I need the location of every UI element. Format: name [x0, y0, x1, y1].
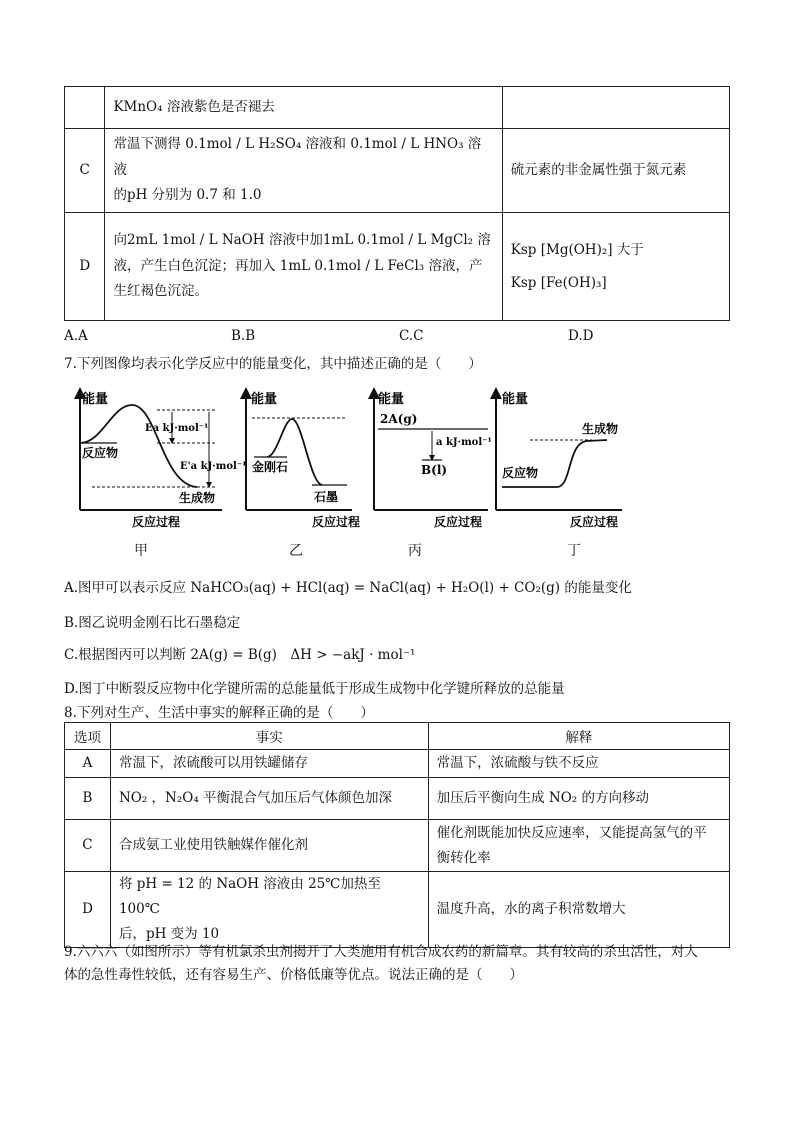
- activation-energy-label: Ea kJ·mol⁻¹: [145, 423, 209, 434]
- q7-option-d: D.图丁中断裂反应物中化学键所需的总能量低于形成生成物中化学键所释放的总能量: [64, 681, 565, 697]
- column-header: 事实: [110, 723, 428, 750]
- reactant-label: 反应物: [82, 446, 119, 460]
- row-label: A: [65, 750, 111, 778]
- fact-line: 液，产生白色沉淀；再加入 1mL 0.1mol / L FeCl₃ 溶液，产: [113, 257, 483, 274]
- figure-bing: [374, 391, 492, 529]
- product-label: 石墨: [314, 490, 339, 504]
- option-c: C.C: [399, 328, 424, 344]
- table-row: [65, 778, 730, 820]
- fact-cell: [110, 872, 428, 948]
- reactant-label: 金刚石: [252, 460, 289, 474]
- fact-line: 的pH 分别为 0.7 和 1.0: [113, 187, 262, 204]
- product-label: B(l): [421, 463, 448, 477]
- product-label: 生成物: [179, 491, 216, 505]
- option-b: B.B: [231, 328, 256, 344]
- y-axis-label: 能量: [251, 392, 278, 407]
- explain-cell: 加压后平衡向生成 NO₂ 的方向移动: [428, 778, 729, 820]
- row-label: B: [65, 778, 111, 820]
- row-label: D: [65, 213, 105, 321]
- figure-caption-bing: 丙: [408, 543, 422, 559]
- fact-cell: KMnO₄ 溶液紫色是否褪去: [105, 87, 502, 129]
- column-header: 选项: [65, 723, 111, 750]
- fact-cell: [105, 213, 502, 321]
- column-header: 解释: [428, 723, 729, 750]
- fact-line: 后，pH 变为 10: [118, 925, 220, 942]
- fact-cell: [105, 129, 502, 213]
- table-row: [65, 87, 730, 129]
- table-row: [65, 213, 730, 321]
- enthalpy-label: a kJ·mol⁻¹: [436, 437, 492, 448]
- fact-line: 生红褐色沉淀。: [113, 283, 208, 300]
- explain-cell: [502, 87, 729, 129]
- fact-line: 将 pH = 12 的 NaOH 溶液由 25℃加热至 100℃: [118, 876, 381, 917]
- q7-option-b: B.图乙说明金刚石比石墨稳定: [64, 615, 241, 631]
- fact-cell: 常温下，浓硫酸可以用铁罐储存: [110, 750, 428, 778]
- x-axis-label: 反应过程: [434, 515, 483, 529]
- explain-cell: [428, 820, 729, 872]
- fact-cell: NO₂ ，N₂O₄ 平衡混合气加压后气体颜色加深: [110, 778, 428, 820]
- q6-table: [64, 86, 730, 321]
- x-axis-label: 反应过程: [132, 515, 181, 529]
- y-axis-label: 能量: [82, 392, 109, 407]
- explain-cell: 常温下，浓硫酸与铁不反应: [428, 750, 729, 778]
- figure-yi: [246, 391, 360, 529]
- energy-diagrams: [62, 385, 632, 530]
- fact-line: 向2mL 1mol / L NaOH 溶液中加1mL 0.1mol / L MgCl₂ 溶: [113, 232, 491, 249]
- option-a: A.A: [64, 328, 88, 344]
- x-axis-label: 反应过程: [312, 515, 361, 529]
- table-row: [65, 129, 730, 213]
- explain-cell: 硫元素的非金属性强于氮元素: [502, 129, 729, 213]
- q9-line-1: 9.六六六（如图所示）等有机氯杀虫剂揭开了人类施用有机合成农药的新篇章。其有较高的杀虫活性，对人: [64, 944, 698, 960]
- explain-cell: 温度升高，水的离子积常数增大: [428, 872, 729, 948]
- q7-option-a: A.图甲可以表示反应 NaHCO₃(aq) + HCl(aq) = NaCl(aq) + H₂O(l) + CO₂(g) 的能量变化: [64, 580, 632, 596]
- reactant-label: 2A(g): [380, 412, 418, 426]
- explain-line: 催化剂既能加快反应速率，又能提高氢气的平: [436, 824, 707, 841]
- figure-caption-yi: 乙: [289, 543, 303, 559]
- figure-caption-jia: 甲: [134, 543, 148, 559]
- fact-cell: 合成氨工业使用铁触媒作催化剂: [110, 820, 428, 872]
- q8-table: [64, 722, 730, 948]
- explain-cell: [502, 213, 729, 321]
- row-label: C: [65, 129, 105, 213]
- table-header-row: [65, 723, 730, 750]
- row-label: [65, 87, 105, 129]
- reverse-activation-label: E'a kJ·mol⁻¹: [180, 461, 247, 472]
- table-row: [65, 820, 730, 872]
- row-label: D: [65, 872, 111, 948]
- product-label: 生成物: [582, 422, 619, 436]
- q7-stem: 7.下列图像均表示化学反应中的能量变化，其中描述正确的是（ ）: [64, 356, 482, 372]
- table-row: [65, 872, 730, 948]
- figure-ding: [496, 391, 622, 529]
- fact-line: 常温下测得 0.1mol / L H₂SO₄ 溶液和 0.1mol / L HNO₃ 溶液: [113, 136, 482, 178]
- x-axis-label: 反应过程: [570, 515, 619, 529]
- figure-jia: [80, 391, 247, 510]
- reactant-label: 反应物: [502, 466, 539, 480]
- explain-line: 衡转化率: [436, 849, 491, 866]
- option-d: D.D: [568, 328, 594, 344]
- explain-line: Ksp [Mg(OH)₂] 大于: [510, 242, 644, 259]
- table-row: [65, 750, 730, 778]
- figure-caption-ding: 丁: [567, 543, 581, 559]
- q9-line-2: 体的急性毒性较低，还有容易生产、价格低廉等优点。说法正确的是（ ）: [64, 967, 523, 983]
- explain-line: Ksp [Fe(OH)₃]: [510, 274, 607, 291]
- row-label: C: [65, 820, 111, 872]
- y-axis-label: 能量: [502, 392, 529, 407]
- q7-option-c: C.根据图丙可以判断 2A(g) = B(g) ΔH > −akJ · mol⁻¹: [64, 647, 416, 663]
- y-axis-label: 能量: [378, 392, 405, 407]
- q8-stem: 8.下列对生产、生活中事实的解释正确的是（ ）: [64, 705, 374, 721]
